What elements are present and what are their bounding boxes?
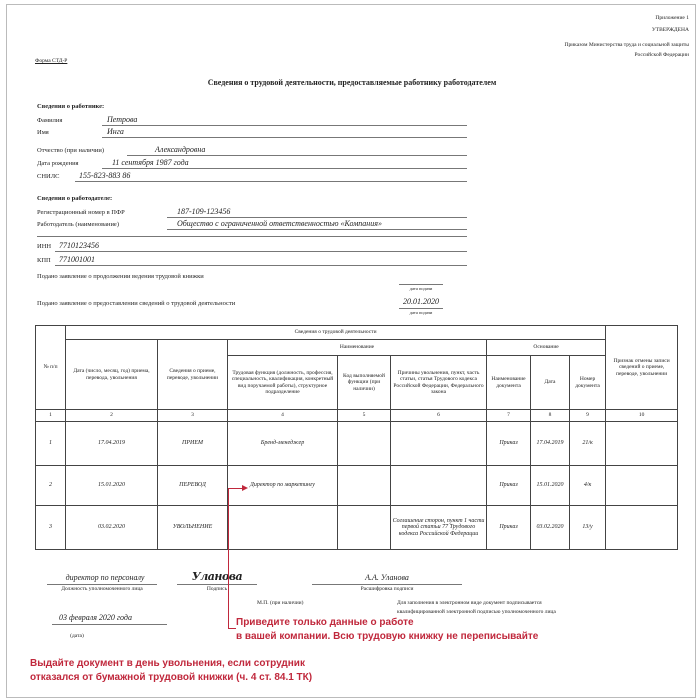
row-docdate: 03.02.2020 [531,506,570,550]
table-row [36,422,678,466]
col-number: 7 [487,410,531,422]
name-label: Имя [37,129,49,136]
col-header-docdate: Дата [531,356,570,410]
inn-value: 7710123456 [59,241,99,250]
row-doc: Приказ [487,466,531,506]
col-number: 6 [391,410,487,422]
annotation-note-2-line-1: Выдайте документ в день увольнения, если сотрудник [30,658,305,669]
row-number: 2 [36,466,66,506]
group-header-activity: Сведения о трудовой деятельности [66,326,606,340]
pfr-underline [167,217,467,218]
signer-position-value: директор по персоналу [65,573,145,582]
signer-decode-caption: Расшифровка подписи [360,586,414,592]
row-docdate: 15.01.2020 [531,466,570,506]
continue-date-line [399,284,443,285]
row-event: ПРИЕМ [158,422,228,466]
stamp-place: М.П. (при наличии) [257,600,304,606]
ministry-order: Приказом Министерства труда и социальной защиты [564,42,689,48]
row-code [338,422,391,466]
row-docnum: 21/к [570,422,606,466]
row-position [228,506,338,550]
col-number: 3 [158,410,228,422]
arrow-head-icon [242,485,248,491]
col-number: 1 [36,410,66,422]
row-docdate: 17.04.2019 [531,422,570,466]
annotation-note-1-line-2: в вашей компании. Всю трудовую книжку не переписывайте [236,631,539,642]
row-code [338,506,391,550]
employer-header: Сведения о работодателе: [37,195,113,202]
employer-name-underline-2 [37,236,467,237]
row-number: 1 [36,422,66,466]
row-event: УВОЛЬНЕНИЕ [158,506,228,550]
col-header-cancel: Признак отмены записи сведений о приеме, переводе, увольнении [606,326,678,410]
signer-decode-value: А.А. Уланова [365,573,409,582]
kpp-label: КПП [37,257,51,264]
row-doc: Приказ [487,506,531,550]
row-cancel [606,466,678,506]
col-number: 2 [66,410,158,422]
birth-value: 11 сентября 1987 года [112,158,189,167]
patronymic-underline [127,155,467,156]
signature-image: Уланова [191,570,243,583]
row-number: 3 [36,506,66,550]
kpp-value: 771001001 [59,255,95,264]
col-header-info: Сведения о приеме, переводе, увольнении [158,340,228,410]
annotation-note-1-line-1: Приведите только данные о работе [236,617,414,628]
employer-name-label: Работодатель (наименование) [37,221,119,228]
row-docnum: 4/к [570,466,606,506]
employer-name-value: Общество с ограниченной ответственностью «Компания» [177,219,382,228]
annotation-pointer-tick [228,628,236,629]
surname-value: Петрова [107,115,138,124]
approved-mark: УТВЕРЖДЕНА [651,27,689,33]
table-row [36,506,678,550]
form-code: Форма СТД-Р [35,58,68,64]
col-header-doc: Наименование документа [487,356,531,410]
annotation-note-2-line-2: отказался от бумажной трудовой книжки (ч. 4 ст. 84.1 ТК) [30,672,313,683]
signature-line [177,584,257,585]
electronic-sign-note-2: квалифицированной электронной подписью уполномоченного лица [397,609,556,615]
pfr-value: 187-109-123456 [177,207,231,216]
snils-underline [75,181,467,182]
pfr-label: Регистрационный номер в ПФР [37,209,125,216]
signer-decode-line [312,584,462,585]
electronic-sign-note-1: Для заполнения в электронном виде документ подписывается [397,600,542,606]
provide-date-caption: дата подачи [409,310,433,315]
col-number: 5 [338,410,391,422]
row-date: 17.04.2019 [66,422,158,466]
surname-label: Фамилия [37,117,63,124]
row-position: Директор по маркетингу [228,466,338,506]
row-reason [391,466,487,506]
issue-date-line [52,624,167,625]
employment-history-table [35,325,678,550]
employer-name-underline [167,229,467,230]
signer-position-line [47,584,157,585]
name-underline [102,137,467,138]
row-reason: Соглашение сторон, пункт 1 части первой статьи 77 Трудового кодекса Российской Федерации [391,506,487,550]
issue-date-value: 03 февраля 2020 года [59,613,132,622]
col-header-docnum: Номер документа [570,356,606,410]
signer-position-caption: Должность уполномоченного лица [61,586,143,592]
appendix-number: Приложение 1 [655,15,689,21]
patronymic-value: Александровна [155,145,206,154]
col-number: 8 [531,410,570,422]
inn-label: ИНН [37,243,52,250]
table-row [36,466,678,506]
surname-underline [102,125,467,126]
document-page [6,4,696,698]
group-header-basis: Основание [487,340,606,356]
column-number-row [36,410,678,422]
provide-date-line [399,308,443,309]
continue-date-caption: дата подачи [409,286,433,291]
row-code [338,466,391,506]
row-event: ПЕРЕВОД [158,466,228,506]
annotation-pointer-vertical [228,488,229,628]
issue-date-caption: (дата) [70,633,84,639]
patronymic-label: Отчество (при наличии) [37,147,105,154]
row-date: 03.02.2020 [66,506,158,550]
snils-label: СНИЛС [37,173,60,180]
col-header-position: Трудовая функция (должность, профессия, специальность, квалификация, конкретный вид поручаемой работы), структурное подразделение [228,356,338,410]
country: Российской Федерации [634,52,689,58]
col-header-date: Дата (число, месяц, год) приема, перевода, увольнения [66,340,158,410]
col-header-num: № п/п [36,326,66,410]
row-doc: Приказ [487,422,531,466]
col-header-reason: Причины увольнения, пункт, часть статьи, статья Трудового кодекса Российской Федерации, Федерального закона [391,356,487,410]
document-title: Сведения о трудовой деятельности, предоставляемые работнику работодателем [207,78,497,87]
signature-caption: Подпись [206,586,228,592]
employee-header: Сведения о работнике: [37,103,105,110]
col-number: 4 [228,410,338,422]
row-cancel [606,506,678,550]
inn-underline [55,251,467,252]
row-cancel [606,422,678,466]
birth-label: Дата рождения [37,160,79,167]
provide-statement-label: Подано заявление о предоставлении сведений о трудовой деятельности [37,300,236,307]
kpp-underline [55,265,467,266]
continue-statement-label: Подано заявление о продолжении ведения трудовой книжки [37,273,204,280]
snils-value: 155-823-883 86 [79,171,131,180]
col-number: 10 [606,410,678,422]
row-date: 15.01.2020 [66,466,158,506]
col-header-code: Код выполняемой функции (при наличии) [338,356,391,410]
provide-date-value: 20.01.2020 [403,297,439,306]
row-position: Бренд-менеджер [228,422,338,466]
col-number: 9 [570,410,606,422]
group-header-name: Наименование [228,340,487,356]
row-docnum: 13/у [570,506,606,550]
name-value: Инга [107,127,124,136]
birth-underline [102,168,467,169]
row-reason [391,422,487,466]
